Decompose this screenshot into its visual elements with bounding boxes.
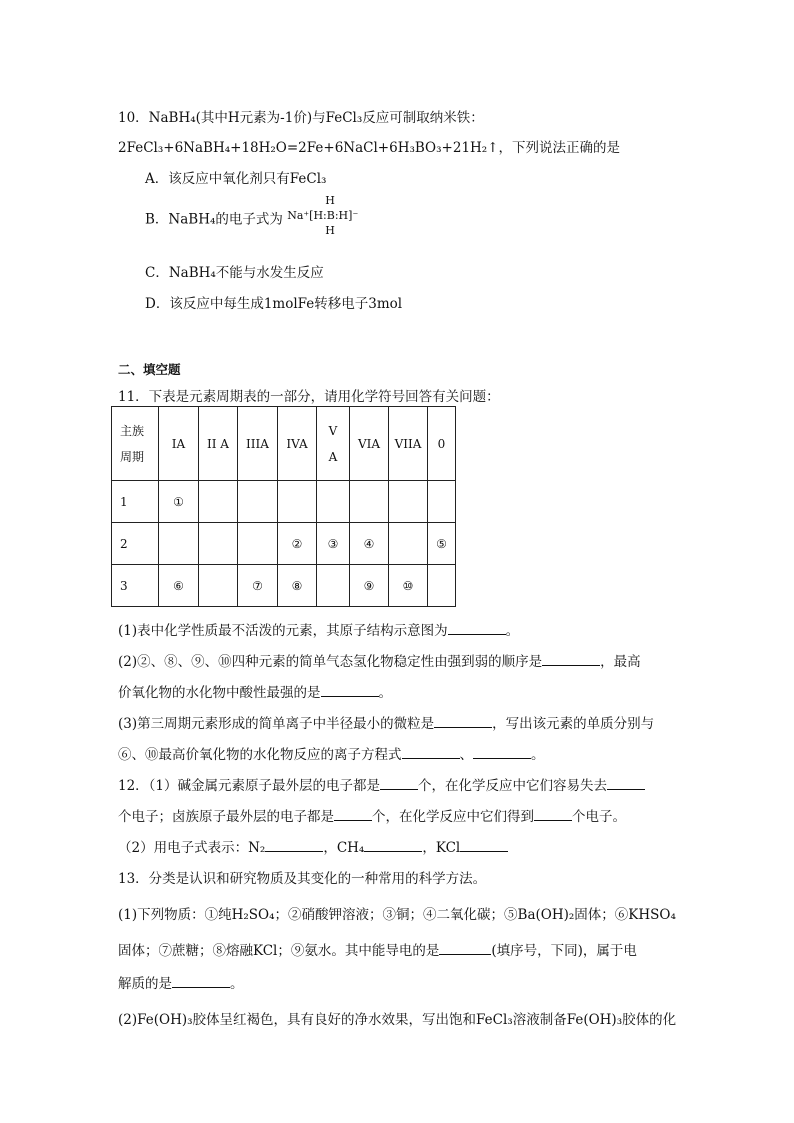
group-header: IA [159, 407, 199, 481]
q11-part2-text: (2)②、⑧、⑨、⑩四种元素的简单气态氢化物稳定性由强到弱的顺序是 [118, 654, 543, 670]
table-cell [199, 523, 238, 565]
table-row [112, 523, 456, 565]
answer-blank[interactable] [448, 622, 506, 635]
table-cell [278, 481, 317, 523]
q12-line3 [118, 836, 508, 856]
group-header: 0 [428, 407, 456, 481]
table-cell [238, 523, 278, 565]
q11-part2 [118, 650, 641, 670]
table-cell [317, 565, 350, 607]
answer-blank[interactable] [473, 746, 531, 759]
table-cell: ① [159, 481, 199, 523]
q11-part1-text: (1)表中化学性质最不活泼的元素，其原子结构示意图为 [118, 623, 448, 639]
group-header: IIIA [238, 407, 278, 481]
table-cell: ⑩ [389, 565, 428, 607]
q11-part1 [118, 619, 519, 639]
answer-blank[interactable] [334, 808, 372, 821]
q11-part2-text-c: 价氧化物的水化物中酸性最强的是 [118, 685, 321, 701]
q11-part3-text-b: ，写出该元素的单质分别与 [492, 716, 655, 732]
nabh4-electron-formula [287, 194, 365, 240]
q13-text-b: 固体；⑦蔗糖；⑧熔融KCl；⑨氨水。其中能导电的是 [118, 943, 440, 959]
q10-equation: 2FeCl₃+6NaBH₄+18H₂O=2Fe+6NaCl+6H₃BO₃+21H₂↑，下列说法正确的是 [118, 140, 621, 156]
table-cell: ⑦ [238, 565, 278, 607]
q11-part2-end: 。 [378, 685, 392, 701]
q12-text-h: ，KCl [422, 840, 461, 856]
table-cell: ② [278, 523, 317, 565]
q10-stem: 10．NaBH₄(其中H元素为-1价)与FeCl₃反应可制取纳米铁： [118, 110, 484, 126]
q10-option-d: D．该反应中每生成1molFe转移电子3mol [145, 296, 403, 312]
q10-option-b-label: B．NaBH₄的电子式为 [145, 211, 283, 228]
group-header: VIIA [389, 407, 428, 481]
q11-part3-text: (3)第三周期元素形成的简单离子中半径最小的微粒是 [118, 716, 435, 732]
q12-line1 [118, 774, 645, 794]
table-cell [428, 481, 456, 523]
table-cell [238, 481, 278, 523]
q13-part1-cont2 [118, 972, 244, 992]
table-header-row [112, 407, 456, 481]
q13-part2: (2)Fe(OH)₃胶体呈红褐色，具有良好的净水效果，写出饱和FeCl₃溶液制备Fe(OH)₃胶体的化 [118, 1012, 677, 1028]
table-cell [389, 481, 428, 523]
q11-part3-end: 。 [531, 747, 545, 763]
q12-text-a: 12．（1）碱金属元素原子最外层的电子都是 [118, 778, 381, 794]
q13-text-e: 。 [230, 976, 244, 992]
q13-part1: (1)下列物质：①纯H₂SO₄；②硝酸钾溶液；③铜；④二氧化碳；⑤Ba(OH)₂固体；⑥KHSO₄ [118, 907, 676, 923]
q13-part1-cont [118, 939, 637, 959]
answer-blank[interactable] [542, 653, 600, 666]
group-va-bottom: A [328, 449, 338, 464]
answer-blank[interactable] [607, 777, 645, 790]
q10-option-c: C．NaBH₄不能与水发生反应 [145, 265, 324, 281]
q11-part3-text-c: ⑥、⑩最高价氧化物的水化物反应的离子方程式 [118, 747, 402, 763]
table-cell: ⑤ [428, 523, 456, 565]
formula-top-h: H [325, 194, 335, 207]
table-cell [428, 565, 456, 607]
corner-top: 主族 [120, 423, 145, 438]
table-row [112, 565, 456, 607]
answer-blank[interactable] [534, 808, 572, 821]
q12-text-e: 个电子。 [572, 809, 626, 825]
answer-blank[interactable] [460, 839, 508, 852]
q11-part2-text-b: ，最高 [600, 654, 641, 670]
q12-text-c: 个电子；卤族原子最外层的电子都是 [118, 809, 334, 825]
q11-part3 [118, 712, 654, 732]
table-cell [350, 481, 389, 523]
answer-blank[interactable] [434, 715, 492, 728]
period-label: 2 [112, 523, 159, 565]
table-cell [199, 481, 238, 523]
section-title: 二、填空题 [118, 362, 181, 377]
formula-center: Na⁺[H:B:H]⁻ [287, 209, 359, 222]
group-header: II A [199, 407, 238, 481]
group-va-top: V [328, 423, 338, 438]
table-corner-cell [112, 407, 159, 481]
q12-line2 [118, 805, 626, 825]
q13-text-d: 解质的是 [118, 976, 172, 992]
answer-blank[interactable] [172, 975, 230, 988]
q12-text-d: 个，在化学反应中它们得到 [372, 809, 534, 825]
q11-stem: 11．下表是元素周期表的一部分，请用化学符号回答有关问题： [118, 389, 500, 405]
period-label: 1 [112, 481, 159, 523]
group-header: IVA [278, 407, 317, 481]
corner-bottom: 周期 [120, 449, 145, 464]
table-cell: ③ [317, 523, 350, 565]
answer-blank[interactable] [265, 839, 323, 852]
q11-part2-cont [118, 681, 392, 701]
formula-bottom-h: H [325, 224, 335, 237]
answer-blank[interactable] [380, 777, 418, 790]
q10-option-a: A．该反应中氧化剂只有FeCl₃ [145, 171, 327, 187]
group-header [317, 407, 350, 481]
q11-part1-end: 。 [505, 623, 520, 639]
q13-stem: 13．分类是认识和研究物质及其变化的一种常用的科学方法。 [118, 871, 487, 887]
table-cell [199, 565, 238, 607]
q13-text-c: (填序号，下同)，属于电 [491, 943, 637, 959]
q10-option-b [145, 194, 365, 240]
period-label: 3 [112, 565, 159, 607]
table-cell [159, 523, 199, 565]
group-header: VIA [350, 407, 389, 481]
table-cell [317, 481, 350, 523]
table-cell: ④ [350, 523, 389, 565]
table-cell [389, 523, 428, 565]
q12-text-f: （2）用电子式表示：N₂ [118, 840, 266, 856]
periodic-table [111, 406, 456, 607]
q11-part3-cont [118, 743, 545, 763]
answer-blank[interactable] [321, 684, 379, 697]
answer-blank[interactable] [402, 746, 460, 759]
q12-text-g: ，CH₄ [323, 840, 365, 856]
q12-text-b: 个，在化学反应中它们容易失去 [418, 778, 608, 794]
q11-part3-sep: 、 [459, 747, 473, 763]
table-cell: ⑨ [350, 565, 389, 607]
table-cell: ⑧ [278, 565, 317, 607]
table-cell: ⑥ [159, 565, 199, 607]
answer-blank[interactable] [364, 839, 422, 852]
table-row [112, 481, 456, 523]
answer-blank[interactable] [439, 942, 491, 955]
